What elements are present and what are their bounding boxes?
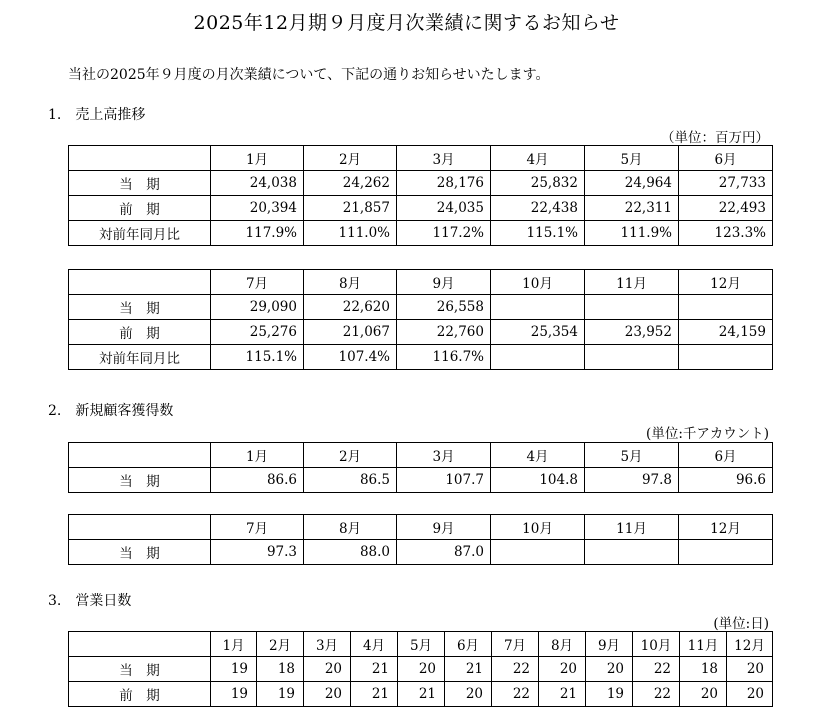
table-cell: 20	[727, 657, 773, 682]
table-cell: 21	[539, 682, 586, 707]
table-row	[69, 657, 773, 682]
table-cell: 22,311	[585, 196, 679, 221]
month-header: 10月	[633, 632, 680, 657]
table-cell: 24,035	[397, 196, 491, 221]
month-header: 6月	[679, 443, 773, 468]
table-cell: 24,262	[304, 171, 397, 196]
table-cell: 86.6	[211, 468, 304, 493]
month-header: 2月	[304, 443, 397, 468]
table-cell	[679, 345, 773, 370]
month-header: 1月	[211, 443, 304, 468]
month-header: 6月	[679, 146, 773, 171]
table-cell: 22,438	[491, 196, 585, 221]
table-cell: 21	[351, 657, 398, 682]
month-header: 2月	[257, 632, 304, 657]
business-days-table	[68, 631, 773, 707]
table-cell: 21,857	[304, 196, 397, 221]
table-cell: 19	[257, 682, 304, 707]
table-cell: 21	[445, 657, 492, 682]
table-cell: 117.9%	[211, 221, 304, 246]
table-cell: 115.1%	[211, 345, 304, 370]
table-cell: 22,493	[679, 196, 773, 221]
month-header: 5月	[585, 443, 679, 468]
row-label: 対前年同月比	[69, 345, 211, 370]
month-header: 8月	[539, 632, 586, 657]
month-header: 4月	[491, 443, 585, 468]
intro-text: 当社の2025年９月度の月次業績について、下記の通りお知らせいたします。	[68, 67, 550, 83]
table-cell: 20	[586, 657, 633, 682]
table-cell: 116.7%	[397, 345, 491, 370]
table-cell: 20	[445, 682, 492, 707]
table-cell: 111.0%	[304, 221, 397, 246]
month-header: 10月	[491, 270, 585, 295]
sales-table-h2	[68, 269, 773, 370]
unit-label-business-days: (単位:日)	[713, 616, 769, 632]
unit-label-sales: （単位：百万円）	[661, 130, 769, 146]
table-row	[69, 345, 773, 370]
month-header: 1月	[211, 146, 304, 171]
table-cell	[679, 540, 773, 565]
month-header: 7月	[492, 632, 539, 657]
month-header: 2月	[304, 146, 397, 171]
table-cell: 22,620	[304, 295, 397, 320]
month-header: 9月	[397, 515, 491, 540]
table-cell: 22	[492, 657, 539, 682]
row-label: 当 期	[69, 171, 211, 196]
month-header: 7月	[211, 270, 304, 295]
table-cell: 27,733	[679, 171, 773, 196]
corner-cell	[69, 270, 211, 295]
table-cell: 22,760	[397, 320, 491, 345]
table-row	[69, 171, 773, 196]
table-cell	[491, 540, 585, 565]
corner-cell	[69, 632, 211, 657]
table-cell: 25,354	[491, 320, 585, 345]
table-cell: 20	[398, 657, 445, 682]
corner-cell	[69, 515, 211, 540]
table-cell: 107.4%	[304, 345, 397, 370]
table-cell	[491, 295, 585, 320]
table-cell: 20,394	[211, 196, 304, 221]
table-cell: 107.7	[397, 468, 491, 493]
table-cell: 22	[633, 682, 680, 707]
table-cell: 97.3	[211, 540, 304, 565]
table-cell: 20	[680, 682, 727, 707]
month-header: 3月	[397, 443, 491, 468]
table-cell	[679, 295, 773, 320]
table-cell: 24,038	[211, 171, 304, 196]
month-header: 12月	[679, 270, 773, 295]
table-cell: 20	[304, 682, 351, 707]
new-customers-table-h2	[68, 514, 773, 565]
table-cell: 23,952	[585, 320, 679, 345]
month-header: 9月	[397, 270, 491, 295]
table-cell: 19	[211, 657, 257, 682]
month-header: 8月	[304, 270, 397, 295]
table-cell: 117.2%	[397, 221, 491, 246]
table-cell: 22	[492, 682, 539, 707]
table-cell: 96.6	[679, 468, 773, 493]
month-header: 4月	[491, 146, 585, 171]
table-cell: 21	[398, 682, 445, 707]
row-label: 当 期	[69, 295, 211, 320]
table-cell: 88.0	[304, 540, 397, 565]
table-row	[69, 196, 773, 221]
table-cell: 104.8	[491, 468, 585, 493]
table-cell	[585, 540, 679, 565]
table-cell: 97.8	[585, 468, 679, 493]
table-cell: 20	[304, 657, 351, 682]
month-header: 11月	[585, 515, 679, 540]
table-header-row	[69, 146, 773, 171]
table-cell: 25,276	[211, 320, 304, 345]
new-customers-table-h1	[68, 442, 773, 493]
table-cell	[491, 345, 585, 370]
row-label: 当 期	[69, 468, 211, 493]
month-header: 3月	[397, 146, 491, 171]
table-cell: 28,176	[397, 171, 491, 196]
section-heading-new-customers: 2. 新規顧客獲得数	[48, 403, 174, 419]
table-cell	[585, 295, 679, 320]
table-cell: 20	[539, 657, 586, 682]
row-label: 前 期	[69, 320, 211, 345]
table-cell	[585, 345, 679, 370]
month-header: 6月	[445, 632, 492, 657]
table-cell: 19	[211, 682, 257, 707]
row-label: 前 期	[69, 682, 211, 707]
table-cell: 87.0	[397, 540, 491, 565]
month-header: 7月	[211, 515, 304, 540]
table-cell: 24,159	[679, 320, 773, 345]
row-label: 前 期	[69, 196, 211, 221]
table-cell: 115.1%	[491, 221, 585, 246]
table-cell: 18	[680, 657, 727, 682]
row-label: 対前年同月比	[69, 221, 211, 246]
month-header: 11月	[680, 632, 727, 657]
table-cell: 111.9%	[585, 221, 679, 246]
table-cell: 19	[586, 682, 633, 707]
table-row	[69, 295, 773, 320]
section-heading-business-days: 3. 営業日数	[48, 593, 132, 609]
table-header-row	[69, 443, 773, 468]
table-row	[69, 682, 773, 707]
table-cell: 123.3%	[679, 221, 773, 246]
table-cell: 29,090	[211, 295, 304, 320]
month-header: 12月	[679, 515, 773, 540]
row-label: 当 期	[69, 657, 211, 682]
month-header: 11月	[585, 270, 679, 295]
month-header: 8月	[304, 515, 397, 540]
table-cell: 22	[633, 657, 680, 682]
month-header: 4月	[351, 632, 398, 657]
month-header: 5月	[398, 632, 445, 657]
table-cell: 20	[727, 682, 773, 707]
table-row	[69, 221, 773, 246]
page-title: 2025年12月期９月度月次業績に関するお知らせ	[193, 12, 620, 34]
table-cell: 21,067	[304, 320, 397, 345]
sales-table-h1	[68, 145, 773, 246]
month-header: 9月	[586, 632, 633, 657]
corner-cell	[69, 443, 211, 468]
table-cell: 21	[351, 682, 398, 707]
corner-cell	[69, 146, 211, 171]
table-cell: 18	[257, 657, 304, 682]
table-cell: 25,832	[491, 171, 585, 196]
table-row	[69, 320, 773, 345]
row-label: 当 期	[69, 540, 211, 565]
table-header-row	[69, 270, 773, 295]
section-heading-sales: 1. 売上高推移	[48, 107, 146, 123]
table-cell: 86.5	[304, 468, 397, 493]
table-header-row	[69, 515, 773, 540]
table-row	[69, 540, 773, 565]
month-header: 5月	[585, 146, 679, 171]
table-row	[69, 468, 773, 493]
month-header: 12月	[727, 632, 773, 657]
table-header-row	[69, 632, 773, 657]
month-header: 1月	[211, 632, 257, 657]
month-header: 3月	[304, 632, 351, 657]
unit-label-new-customers: (単位:千アカウント)	[646, 426, 769, 442]
month-header: 10月	[491, 515, 585, 540]
table-cell: 24,964	[585, 171, 679, 196]
table-cell: 26,558	[397, 295, 491, 320]
